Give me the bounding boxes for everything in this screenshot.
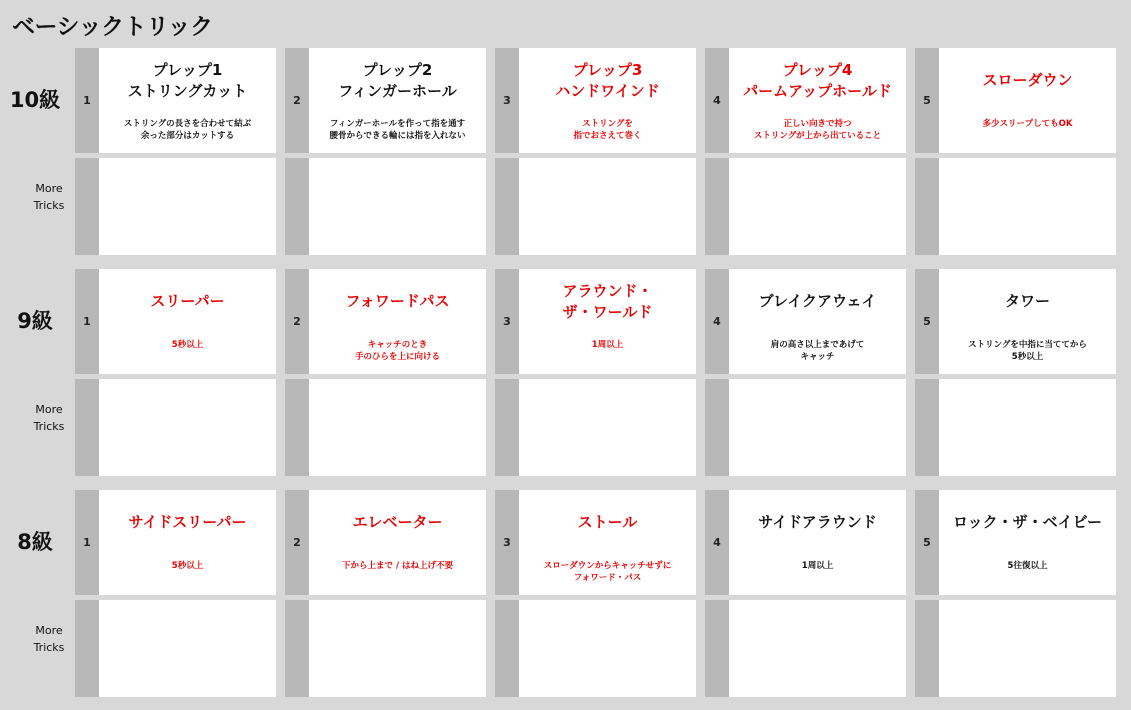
trick-content xyxy=(99,269,276,374)
page-title: ベーシックトリック xyxy=(12,14,213,40)
trick-content xyxy=(729,48,906,153)
trick-name: アラウンド・ ザ・ワールド xyxy=(562,282,653,321)
trick-content xyxy=(729,600,906,697)
trick-requirement: スローダウンからキャッチせずに フォワード・パス xyxy=(543,561,672,583)
trick-card-main xyxy=(495,269,696,374)
trick-card-more xyxy=(495,600,696,697)
trick-content xyxy=(519,158,696,255)
trick-name: ストール xyxy=(577,513,638,531)
trick-card-main xyxy=(75,490,276,595)
trick-number xyxy=(915,600,939,697)
trick-number xyxy=(495,158,519,255)
trick-card-more xyxy=(915,379,1116,476)
trick-content xyxy=(309,269,486,374)
trick-content xyxy=(939,269,1116,374)
trick-content xyxy=(99,48,276,153)
trick-card-main xyxy=(285,48,486,153)
trick-content xyxy=(519,269,696,374)
trick-card-main xyxy=(705,490,906,595)
trick-content xyxy=(519,379,696,476)
trick-number: 2 xyxy=(285,269,309,374)
trick-card-main xyxy=(915,269,1116,374)
trick-requirement: 5秒以上 xyxy=(171,561,204,571)
more-label-line1: More xyxy=(35,403,63,416)
trick-card-more xyxy=(75,379,276,476)
trick-card-more xyxy=(705,379,906,476)
trick-requirement: 5秒以上 xyxy=(171,340,204,350)
trick-number: 3 xyxy=(495,490,519,595)
trick-content xyxy=(939,379,1116,476)
trick-name: スリーパー xyxy=(150,292,225,310)
trick-card-more xyxy=(285,158,486,255)
trick-number: 4 xyxy=(705,48,729,153)
trick-content xyxy=(309,600,486,697)
trick-content xyxy=(939,490,1116,595)
level-label: 10級 xyxy=(9,88,61,112)
trick-content xyxy=(309,158,486,255)
trick-number xyxy=(495,379,519,476)
more-label-line2: Tricks xyxy=(33,641,65,654)
level-label: 9級 xyxy=(17,309,53,333)
trick-requirement: フィンガーホールを作って指を通す 腰骨からできる輪には指を入れない xyxy=(329,119,466,141)
trick-content xyxy=(309,379,486,476)
more-label-line1: More xyxy=(35,624,63,637)
trick-number xyxy=(75,158,99,255)
trick-requirement: 1周以上 xyxy=(801,561,834,571)
trick-requirement: 5往復以上 xyxy=(1007,561,1048,571)
trick-number xyxy=(705,379,729,476)
trick-content xyxy=(99,379,276,476)
trick-card-more xyxy=(915,158,1116,255)
trick-name: プレップ4 パームアップホールド xyxy=(743,61,892,100)
trick-card-main xyxy=(495,490,696,595)
trick-requirement: ストリングを中指に当ててから 5秒以上 xyxy=(968,340,1087,362)
trick-number: 3 xyxy=(495,48,519,153)
trick-card-main xyxy=(285,490,486,595)
trick-card-more xyxy=(705,600,906,697)
trick-content xyxy=(99,600,276,697)
trick-card-main xyxy=(915,490,1116,595)
trick-number: 2 xyxy=(285,490,309,595)
trick-number xyxy=(285,158,309,255)
trick-name: プレップ3 ハンドワインド xyxy=(555,61,660,100)
trick-content xyxy=(939,600,1116,697)
trick-requirement: ストリングを 指でおさえて巻く xyxy=(573,119,642,141)
trick-name: スローダウン xyxy=(982,71,1073,89)
trick-content xyxy=(99,490,276,595)
trick-number xyxy=(285,379,309,476)
trick-number xyxy=(75,379,99,476)
trick-content xyxy=(519,600,696,697)
trick-name: サイドスリーパー xyxy=(128,513,247,531)
trick-number xyxy=(705,158,729,255)
trick-number xyxy=(285,600,309,697)
trick-number xyxy=(75,600,99,697)
trick-requirement: 正しい向きで持つ ストリングが上から出ていること xyxy=(753,119,882,141)
trick-requirement: 肩の高さ以上まであげて キャッチ xyxy=(770,340,865,362)
more-label-line2: Tricks xyxy=(33,199,65,212)
trick-card-more xyxy=(285,600,486,697)
more-label-line1: More xyxy=(35,182,63,195)
trick-content xyxy=(729,269,906,374)
trick-card-main xyxy=(705,269,906,374)
trick-card-more xyxy=(495,379,696,476)
trick-card-more xyxy=(75,158,276,255)
trick-number: 5 xyxy=(915,48,939,153)
trick-requirement: キャッチのとき 手のひらを上に向ける xyxy=(354,340,440,362)
trick-number: 3 xyxy=(495,269,519,374)
more-label-line2: Tricks xyxy=(33,420,65,433)
trick-card-more xyxy=(705,158,906,255)
trick-name: プレップ2 フィンガーホール xyxy=(338,61,457,100)
level-label: 8級 xyxy=(17,530,53,554)
trick-number xyxy=(495,600,519,697)
trick-content xyxy=(309,490,486,595)
trick-card-more xyxy=(495,158,696,255)
trick-card-more xyxy=(75,600,276,697)
trick-number: 1 xyxy=(75,48,99,153)
trick-card-more xyxy=(915,600,1116,697)
trick-content xyxy=(729,379,906,476)
trick-name: フォワードパス xyxy=(345,292,450,310)
trick-card-main xyxy=(75,48,276,153)
trick-content xyxy=(729,158,906,255)
trick-number xyxy=(705,600,729,697)
trick-requirement: 1周以上 xyxy=(591,340,624,350)
trick-name: ロック・ザ・ベイビー xyxy=(952,513,1103,531)
trick-number: 5 xyxy=(915,490,939,595)
trick-content xyxy=(309,48,486,153)
trick-content xyxy=(939,48,1116,153)
trick-card-main xyxy=(915,48,1116,153)
trick-requirement: ストリングの長さを合わせて結ぶ 余った部分はカットする xyxy=(123,119,252,141)
trick-card-more xyxy=(285,379,486,476)
trick-content xyxy=(519,490,696,595)
trick-card-main xyxy=(495,48,696,153)
trick-card-main xyxy=(75,269,276,374)
trick-number xyxy=(915,379,939,476)
trick-name: エレベーター xyxy=(352,513,443,531)
trick-number: 1 xyxy=(75,269,99,374)
trick-number: 4 xyxy=(705,269,729,374)
trick-content xyxy=(99,158,276,255)
trick-content xyxy=(939,158,1116,255)
trick-content xyxy=(519,48,696,153)
trick-number: 1 xyxy=(75,490,99,595)
trick-name: ブレイクアウェイ xyxy=(758,292,877,310)
trick-number xyxy=(915,158,939,255)
trick-name: サイドアラウンド xyxy=(758,513,877,531)
trick-number: 4 xyxy=(705,490,729,595)
trick-requirement: 多少スリープしてもOK xyxy=(982,119,1073,129)
trick-card-main xyxy=(285,269,486,374)
trick-number: 5 xyxy=(915,269,939,374)
trick-content xyxy=(729,490,906,595)
trick-name: タワー xyxy=(1004,292,1050,310)
trick-name: プレップ1 ストリングカット xyxy=(127,61,248,100)
trick-requirement: 下から上まで / はね上げ不要 xyxy=(341,561,454,571)
trick-card-main xyxy=(705,48,906,153)
trick-number: 2 xyxy=(285,48,309,153)
